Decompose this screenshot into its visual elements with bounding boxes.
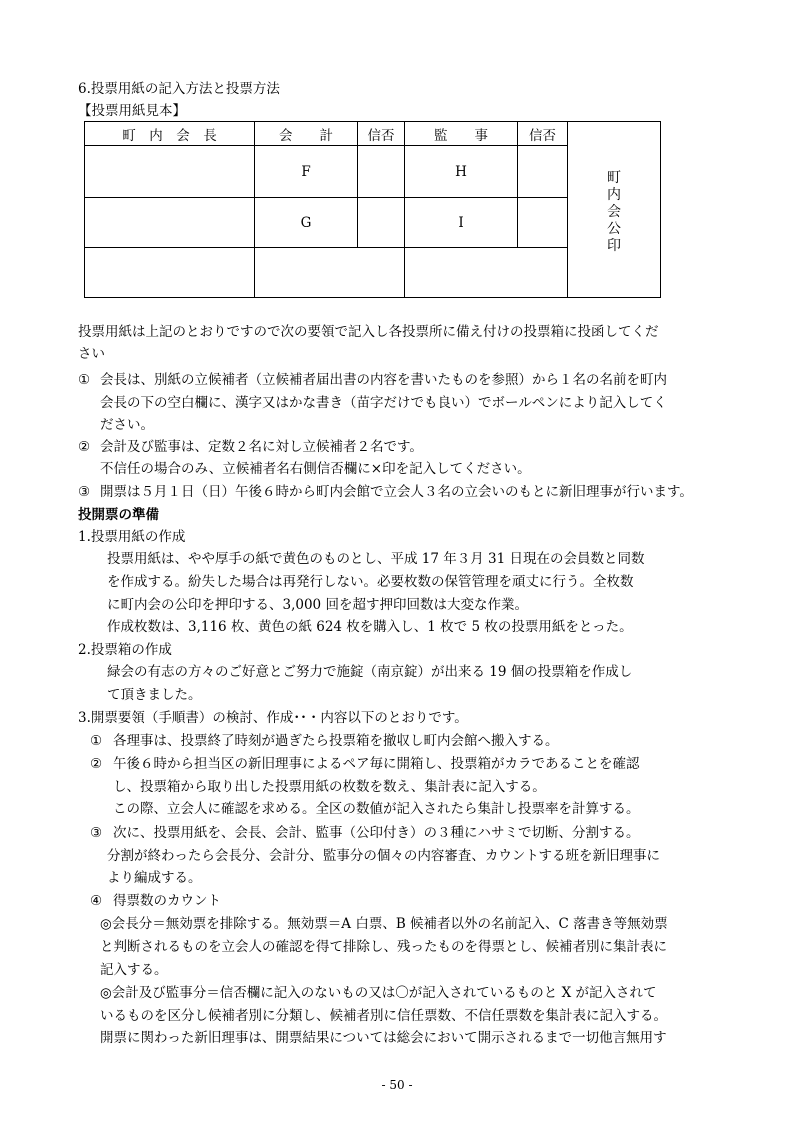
item-3-marker: ③ (78, 484, 91, 500)
step-3-line-1: 次に、投票用紙を、会長、会計、監事（公印付き）の３種にハサミで切断、分割する。 (113, 825, 640, 841)
step-4-line-3: と判断されるものを立会人の確認を得て排除し、残ったものを得票とし、候補者別に集計表に (100, 939, 667, 955)
prep-title: 投開票の準備 (78, 507, 159, 523)
closing-line: 開票に関わった新旧理事は、開票結果については総会において開示されるまで一切他言無用す (100, 1030, 667, 1046)
item-1-marker: ① (78, 372, 91, 388)
community-seal-label: 町内会公印 (607, 170, 621, 254)
auditor-candidate-i: I (458, 214, 464, 231)
header-confidence-2: 信否 (529, 127, 556, 144)
step-1-marker: ① (90, 733, 103, 749)
item-2-line-2: 不信任の場合のみ、立候補者名右側信否欄に×印を記入してください。 (100, 461, 531, 477)
step-4-line-6: いるものを区分し候補者別に分類し、候補者別に信任票数、不信任票数を集計表に記入する。 (100, 1008, 667, 1024)
header-auditor: 監 事 (434, 127, 488, 144)
sec1-line-4: 作成枚数は、3,116 枚、黄色の紙 624 枚を購入し、1 枚で 5 枚の投票用紙をとった。 (107, 619, 633, 635)
sec2-line-1: 緑会の有志の方々のご好意とご努力で施錠（南京錠）が出来る 19 個の投票箱を作成し (107, 664, 633, 680)
step-2-marker: ② (90, 756, 103, 772)
item-2-marker: ② (78, 439, 91, 455)
step-3-marker: ③ (90, 825, 103, 841)
item-1-line-3: ださい。 (100, 417, 154, 433)
header-confidence-1: 信否 (367, 127, 395, 144)
step-4-line-4: 記入する。 (100, 962, 168, 978)
intro-line-1: 投票用紙は上記のとおりですので次の要領で記入し各投票所に備え付けの投票箱に投函してくだ (78, 324, 659, 340)
sec2-line-2: て頂きました。 (107, 687, 202, 703)
page-number: - 50 - (381, 1078, 413, 1092)
ballot-sample-table (84, 121, 661, 298)
sec1-line-2: を作成する。紛失した場合は再発行しない。必要枚数の保管管理を頑丈に行う。全枚数 (107, 574, 634, 590)
auditor-candidate-h: H (455, 163, 467, 180)
step-4-line-5: ◎会計及び監事分＝信否欄に記入のないもの又は〇が記入されているものと X が記入されて (100, 985, 657, 1001)
treasurer-candidate-f: F (301, 163, 311, 180)
step-2-line-3: この際、立会人に確認を求める。全区の数値が記入されたら集計し投票率を計算する。 (113, 801, 640, 817)
step-1-line-1: 各理事は、投票終了時刻が過ぎたら投票箱を撤収し町内会館へ搬入する。 (113, 733, 559, 749)
step-3-line-3: より編成する。 (107, 870, 202, 886)
sec1-line-1: 投票用紙は、やや厚手の紙で黄色のものとし、平成 17 年３月 31 日現在の会員数と同数 (107, 551, 645, 567)
step-4-line-2: ◎会長分＝無効票を排除する。無効票＝A 白票、B 候補者以外の名前記入、C 落書き等無効票 (100, 916, 668, 932)
item-2-line-1: 会計及び監事は、定数２名に対し立候補者２名です。 (100, 439, 423, 455)
sec3-title: 3.開票要領（手順書）の検討、作成･･・内容以下のとおりです。 (78, 710, 468, 726)
item-1-line-2: 会長の下の空白欄に、漢字又はかな書き（苗字だけでも良い）でボールペンにより記入してく (100, 395, 667, 411)
step-2-line-2: し、投票箱から取り出した投票用紙の枚数を数え、集計表に記入する。 (113, 779, 546, 795)
step-3-line-2: 分割が終わったら会長分、会計分、監事分の個々の内容審査、カウントする班を新旧理事に (107, 848, 660, 864)
header-treasurer: 会 計 (279, 127, 333, 144)
section-heading: 6.投票用紙の記入方法と投票方法 (78, 81, 280, 97)
item-1-line-1: 会長は、別紙の立候補者（立候補者届出書の内容を書いたものを参照）から１名の名前を町内 (100, 372, 667, 388)
sec2-title: 2.投票箱の作成 (78, 642, 172, 658)
step-4-line-1: 得票数のカウント (113, 893, 221, 909)
step-4-marker: ④ (90, 893, 103, 909)
sample-label: 【投票用紙見本】 (78, 103, 186, 119)
item-3-line-1: 開票は５月１日（日）午後６時から町内会館で立会人３名の立会いのもとに新旧理事が行います。 (100, 484, 693, 500)
step-2-line-1: 午後６時から担当区の新旧理事によるペア毎に開箱し、投票箱がカラであることを確認 (113, 756, 640, 772)
header-chairman: 町 内 会 長 (122, 127, 217, 144)
sec1-title: 1.投票用紙の作成 (78, 529, 186, 545)
sec1-line-3: に町内会の公印を押印する、3,000 回を超す押印回数は大変な作業。 (107, 597, 528, 613)
intro-line-2: さい (78, 346, 105, 362)
treasurer-candidate-g: G (300, 214, 312, 231)
